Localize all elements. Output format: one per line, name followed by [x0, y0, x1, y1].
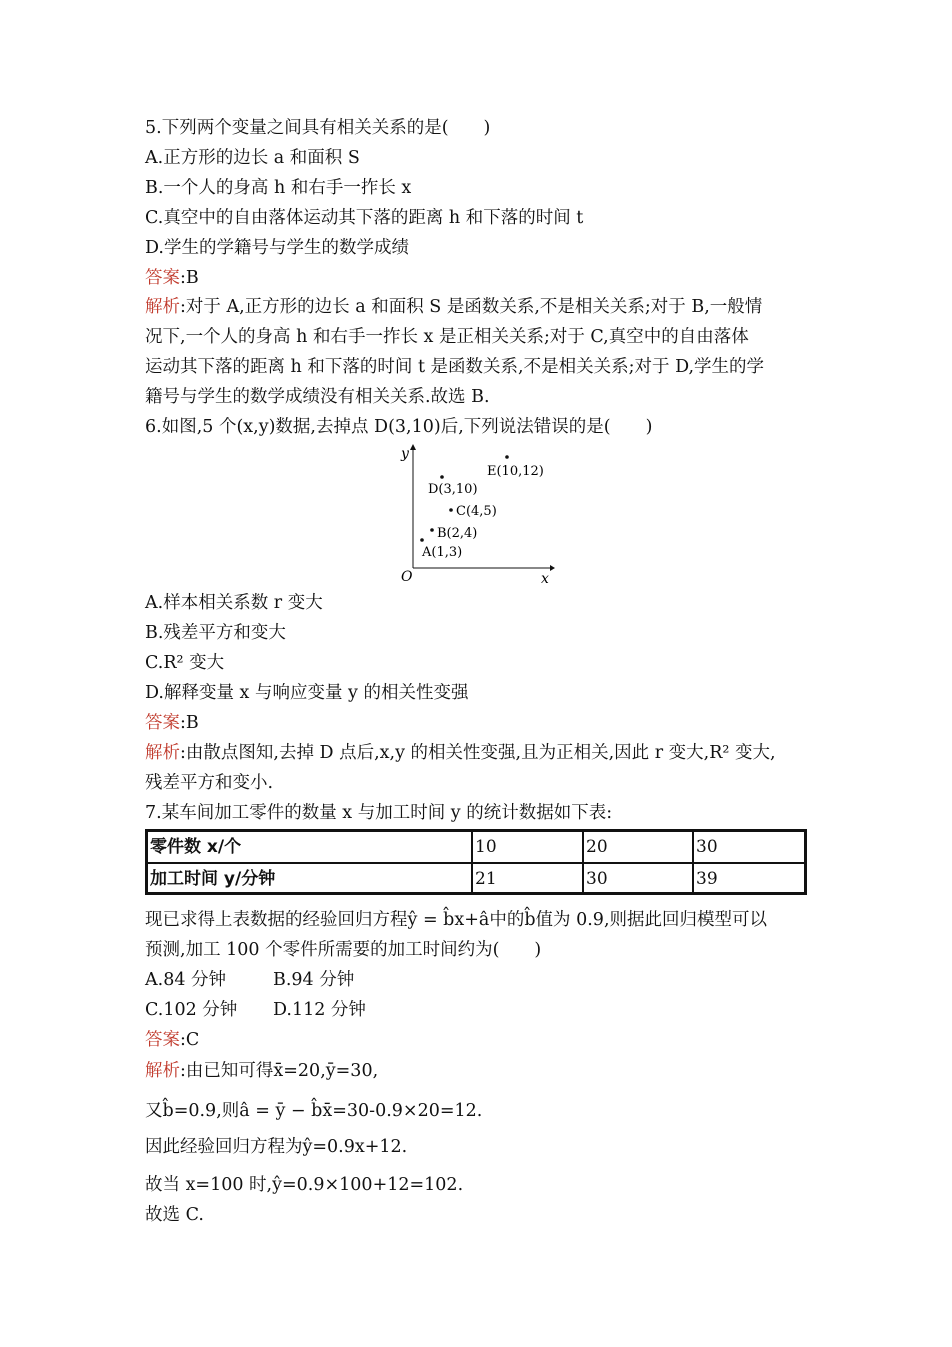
q6-option-a: A.样本相关系数 r 变大	[145, 593, 323, 613]
q7-stem: 7.某车间加工零件的数量 x 与加工时间 y 的统计数据如下表:	[145, 803, 613, 823]
answer-value: :C	[180, 1030, 200, 1050]
q5-analysis-line-3: 运动其下落的距离 h 和下落的时间 t 是函数关系,不是相关关系;对于 D,学生的学	[145, 357, 765, 377]
table-cell: 30	[584, 864, 694, 894]
analysis-text: :由散点图知,去掉 D 点后,x,y 的相关性变强,且为正相关,因此 r 变大,R² 变大,	[180, 743, 776, 763]
y-axis-label: y	[401, 446, 409, 462]
q5-stem: 5.下列两个变量之间具有相关关系的是( )	[145, 118, 491, 138]
q5-option-a: A.正方形的边长 a 和面积 S	[145, 148, 360, 168]
q5-analysis-line-4: 籍号与学生的数学成绩没有相关关系.故选 B.	[145, 387, 490, 407]
point-e-label: E(10,12)	[487, 464, 544, 479]
q6-analysis-line-2: 残差平方和变小.	[145, 773, 274, 793]
point-c	[449, 508, 453, 512]
q7-analysis-line-1	[145, 1059, 378, 1083]
x-axis-arrow	[550, 565, 555, 571]
q6-analysis-line-1	[145, 741, 776, 765]
x-axis-label: x	[541, 571, 549, 587]
q6-option-b: B.残差平方和变大	[145, 623, 286, 643]
q5-option-c: C.真空中的自由落体运动其下落的距离 h 和下落的时间 t	[145, 208, 584, 228]
table-row	[148, 832, 804, 864]
scatter-figure	[395, 442, 560, 587]
y-axis-arrow	[410, 444, 416, 450]
q7-answer	[145, 1028, 199, 1052]
q6-stem: 6.如图,5 个(x,y)数据,去掉点 D(3,10)后,下列说法错误的是( )	[145, 417, 653, 437]
q7-analysis-line-5: 故选 C.	[145, 1205, 204, 1225]
q6-option-c: C.R² 变大	[145, 653, 225, 673]
point-d	[440, 475, 444, 479]
point-a-label: A(1,3)	[422, 545, 463, 560]
q5-analysis-line-2: 况下,一个人的身高 h 和右手一拃长 x 是正相关关系;对于 C,真空中的自由落体	[145, 327, 749, 347]
q5-option-b: B.一个人的身高 h 和右手一拃长 x	[145, 178, 412, 198]
answer-label: 答案	[145, 268, 180, 288]
q7-analysis-line-3: 因此经验回归方程为ŷ=0.9x+12.	[145, 1137, 408, 1157]
q5-analysis-line-1	[145, 295, 762, 319]
point-b	[430, 528, 434, 532]
analysis-label: 解析	[145, 743, 180, 763]
q7-analysis-line-2: 又b̂=0.9,则â = ȳ − b̂x̄=30-0.9×20=12.	[145, 1101, 483, 1121]
table-row	[148, 864, 804, 894]
table-cell: 20	[584, 832, 694, 862]
table-row-header: 零件数 x/个	[148, 832, 473, 862]
point-a	[420, 538, 424, 542]
q6-answer	[145, 711, 199, 735]
table-row-header: 加工时间 y/分钟	[148, 864, 473, 894]
q7-text-line-1: 现已求得上表数据的经验回归方程ŷ = b̂x+â中的b̂值为 0.9,则据此回归模型可以	[145, 910, 767, 930]
origin-label: O	[401, 569, 413, 585]
q7-text-line-2: 预测,加工 100 个零件所需要的加工时间约为( )	[145, 940, 542, 960]
table-cell: 39	[696, 869, 718, 889]
data-table	[145, 829, 807, 895]
point-d-label: D(3,10)	[428, 482, 478, 497]
q7-option-d: D.112 分钟	[273, 1000, 366, 1020]
table-cell: 30	[696, 837, 718, 857]
q5-option-d: D.学生的学籍号与学生的数学成绩	[145, 238, 409, 258]
q7-option-b: B.94 分钟	[273, 970, 355, 990]
answer-label: 答案	[145, 713, 180, 733]
answer-value: :B	[180, 713, 199, 733]
q7-option-a: A.84 分钟	[145, 970, 227, 990]
q7-option-c: C.102 分钟	[145, 1000, 238, 1020]
analysis-text: :由已知可得x̄=20,ȳ=30,	[180, 1061, 379, 1081]
analysis-label: 解析	[145, 1061, 180, 1081]
q7-analysis-line-4: 故当 x=100 时,ŷ=0.9×100+12=102.	[145, 1175, 464, 1195]
analysis-text: :对于 A,正方形的边长 a 和面积 S 是函数关系,不是相关关系;对于 B,一般情	[180, 297, 763, 317]
point-e	[505, 455, 509, 459]
analysis-label: 解析	[145, 297, 180, 317]
q5-answer	[145, 266, 199, 290]
table-cell: 21	[473, 864, 584, 894]
point-b-label: B(2,4)	[437, 526, 478, 541]
answer-value: :B	[180, 268, 199, 288]
q6-option-d: D.解释变量 x 与响应变量 y 的相关性变强	[145, 683, 469, 703]
point-c-label: C(4,5)	[456, 504, 497, 519]
table-cell: 10	[473, 832, 584, 862]
answer-label: 答案	[145, 1030, 180, 1050]
